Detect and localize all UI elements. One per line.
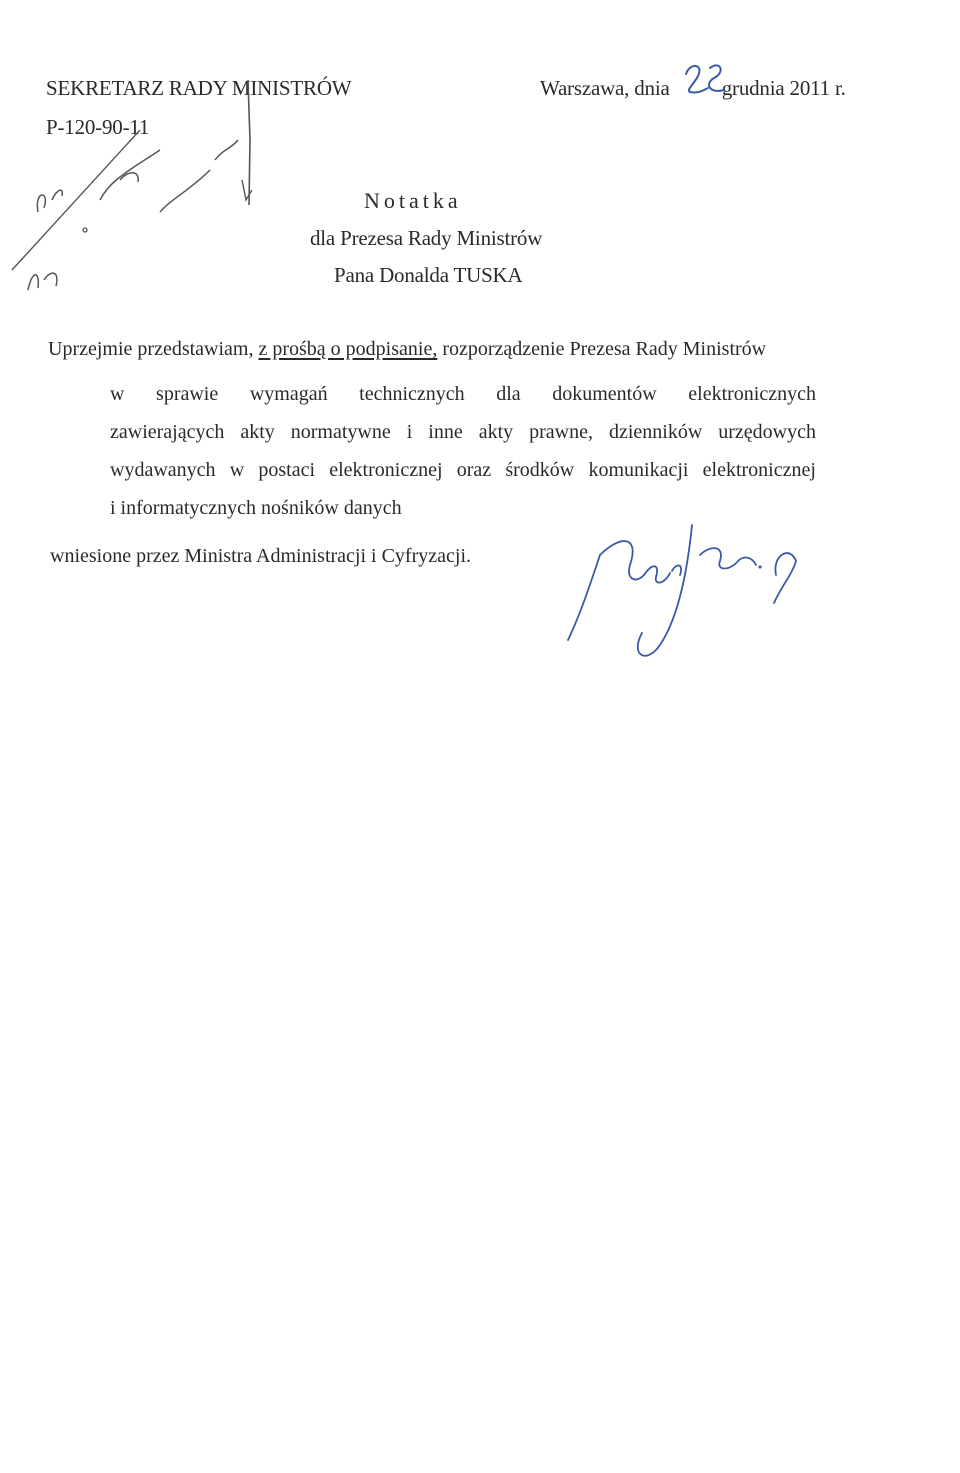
sender-title: SEKRETARZ RADY MINISTRÓW — [46, 76, 352, 100]
body-regulation: rozporządzenie Prezesa Rady Ministrów — [442, 338, 767, 360]
handwritten-date-day — [680, 58, 730, 103]
word: elektronicznych — [688, 383, 816, 405]
body-line-4 — [110, 459, 816, 482]
word: postaci — [258, 459, 316, 481]
word: zawierających — [110, 421, 225, 443]
word: prawne, — [529, 421, 593, 443]
body-line-5: i informatycznych nośników danych — [110, 497, 402, 519]
body-intro: Uprzejmie przedstawiam, — [48, 338, 254, 360]
word: w — [229, 459, 245, 481]
body-request-underlined: z prośbą o podpisanie, — [258, 338, 438, 360]
date-suffix: grudnia 2011 r. — [721, 76, 846, 100]
word: sprawie — [156, 383, 219, 405]
body-line-3 — [110, 421, 816, 444]
note-title: Notatka — [364, 188, 462, 213]
date-prefix: Warszawa, dnia — [540, 76, 670, 100]
handwritten-annotation — [10, 120, 270, 320]
word: w — [110, 383, 125, 405]
addressee-line-1: dla Prezesa Rady Ministrów — [310, 226, 543, 250]
addressee-line-2: Pana Donalda TUSKA — [334, 263, 523, 287]
word: komunikacji — [588, 459, 689, 481]
word: technicznych — [359, 383, 465, 405]
closing-line: wniesione przez Ministra Administracji i Cyfryzacji. — [50, 545, 471, 567]
word: dzienników — [608, 421, 703, 443]
word: dokumentów — [552, 383, 657, 405]
word: wymagań — [249, 383, 328, 405]
word: elektronicznej — [702, 459, 816, 481]
word: dla — [496, 383, 521, 405]
reference-number: P-120-90-11 — [46, 115, 150, 139]
word: wydawanych — [110, 459, 216, 481]
word: i — [406, 421, 413, 443]
word: akty — [478, 421, 514, 443]
body-line-1 — [48, 338, 766, 361]
body-line-2 — [110, 383, 816, 406]
word: urzędowych — [718, 421, 816, 443]
word: akty — [240, 421, 275, 443]
word: inne — [428, 421, 463, 443]
word: normatywne — [290, 421, 391, 443]
signature — [560, 505, 810, 665]
word: środków — [505, 459, 575, 481]
word: elektronicznej — [329, 459, 443, 481]
word: oraz — [456, 459, 492, 481]
